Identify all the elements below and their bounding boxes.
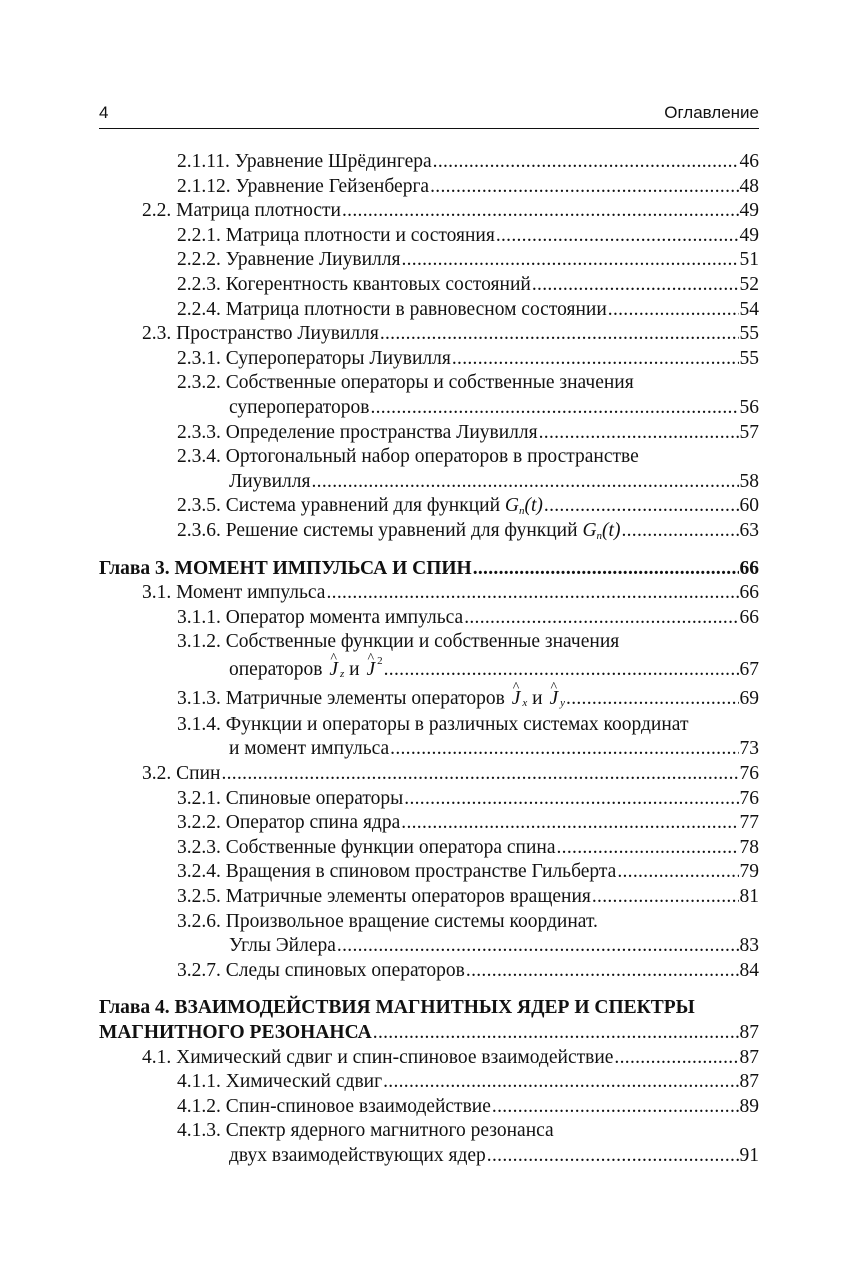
toc-entry[interactable] (99, 787, 759, 812)
toc-entry-page: 46 (739, 151, 759, 172)
toc-entry-page: 49 (739, 200, 759, 222)
toc-entry-page: 73 (739, 738, 759, 760)
dot-leader (466, 959, 739, 984)
dot-leader (430, 175, 738, 200)
operator-subscript: y (560, 696, 566, 709)
page-number: 4 (99, 103, 109, 122)
toc-entry-title: 3.2.2. Оператор спина ядра (177, 812, 401, 834)
toc-entry[interactable] (99, 606, 759, 631)
toc-entry-title: 2.3. Пространство Лиувилля (142, 323, 379, 345)
operator-symbol: ^ J (327, 655, 340, 684)
toc-entry[interactable] (99, 224, 759, 249)
toc-entry-title: двух взаимодействующих ядер (229, 1144, 486, 1166)
dot-leader (404, 787, 738, 812)
toc-entry[interactable] (99, 1070, 759, 1095)
toc-chapter[interactable] (99, 557, 759, 582)
toc-entry-title: и момент импульса (229, 738, 390, 760)
toc-entry-page: 89 (739, 1095, 759, 1117)
toc-entry-continuation[interactable] (99, 655, 759, 684)
toc-section[interactable] (99, 762, 759, 787)
toc-entry-page: 66 (739, 582, 759, 604)
toc-entry-title: 2.3.5. Система уравнений для функций (177, 495, 501, 517)
toc-entry[interactable] (99, 860, 759, 885)
toc-entry-page: 55 (739, 323, 759, 345)
toc-entry-first-line[interactable] (99, 910, 759, 935)
toc-entry-page: 52 (739, 273, 759, 295)
toc-entry-title: 3.1.1. Оператор момента импульса (177, 606, 464, 628)
toc-entry-continuation[interactable] (99, 1144, 759, 1169)
toc-entry-title: 2.2.2. Уравнение Лиувилля (177, 249, 401, 271)
toc-entry-title: 2.3.6. Решение системы уравнений для функций (177, 519, 578, 541)
dot-leader (617, 860, 738, 885)
toc-section[interactable] (99, 199, 759, 224)
dot-leader (370, 396, 738, 421)
operator-symbol: ^ J (364, 655, 377, 684)
header-rule (99, 128, 759, 129)
toc-entry-title: 2.2.4. Матрица плотности в равновесном состоянии (177, 298, 607, 320)
dot-leader (621, 519, 738, 544)
toc-entry-title: 2.2. Матрица плотности (142, 200, 341, 222)
running-head (99, 100, 759, 126)
toc-entry-title: 3.1.2. Собственные функции и собственные значения (177, 631, 620, 653)
dot-leader (452, 347, 739, 372)
toc-entry-page: 54 (739, 298, 759, 320)
toc-entry-page: 51 (739, 249, 759, 271)
dot-leader (492, 1095, 739, 1120)
dot-leader (496, 224, 739, 249)
toc-entry-page: 60 (739, 495, 759, 517)
toc-entry-page: 55 (739, 347, 759, 369)
toc-chapter-title: МАГНИТНОГО РЕЗОНАНСА (99, 1022, 372, 1043)
toc-entry-title: 3.2.1. Спиновые операторы (177, 787, 404, 809)
toc-entry-page: 81 (739, 886, 759, 908)
running-title: Оглавление (664, 103, 759, 122)
dot-leader (566, 684, 738, 713)
toc-entry-first-line[interactable] (99, 371, 759, 396)
toc-section[interactable] (99, 581, 759, 606)
toc-entry-page: 79 (739, 861, 759, 883)
toc-entry-title: 3.2.7. Следы спиновых операторов (177, 959, 465, 981)
dot-leader (326, 581, 738, 606)
dot-leader (401, 811, 738, 836)
dot-leader (384, 655, 739, 684)
operator-subscript: z (340, 667, 345, 680)
toc-entry-page: 67 (739, 658, 759, 680)
toc-entry-page: 76 (739, 787, 759, 809)
conjunction: и (349, 658, 360, 680)
toc-entry-title: 4.1. Химический сдвиг и спин-спиновое взаимодействие (142, 1046, 614, 1068)
dot-leader (614, 1046, 738, 1071)
operator-symbol: ^ J (547, 684, 560, 713)
toc-entry[interactable] (99, 885, 759, 910)
toc-entry-first-line[interactable] (99, 445, 759, 470)
function-symbol: G (504, 495, 519, 517)
toc-entry-page: 87 (739, 1046, 759, 1068)
dot-leader (544, 494, 739, 519)
toc-entry-title: 2.3.1. Супероператоры Лиувилля (177, 347, 451, 369)
toc-section[interactable] (99, 322, 759, 347)
toc-entry-page: 66 (739, 557, 759, 579)
toc-section[interactable] (99, 1046, 759, 1071)
dot-leader (342, 199, 739, 224)
dot-leader (390, 737, 738, 762)
function-argument: (t) (524, 495, 543, 517)
toc-entry[interactable] (99, 150, 759, 175)
toc-entry-continuation[interactable] (99, 396, 759, 421)
toc-entry-page: 91 (739, 1144, 759, 1166)
toc-chapter-first-line[interactable] (99, 996, 759, 1021)
toc-entry-title: 3.2.6. Произвольное вращение системы координат. (177, 910, 598, 932)
toc-entry-title: 2.2.3. Когерентность квантовых состояний (177, 273, 531, 295)
dot-leader (380, 322, 739, 347)
dot-leader (487, 1144, 739, 1169)
toc-entry-continuation[interactable] (99, 470, 759, 495)
toc-entry-first-line[interactable] (99, 713, 759, 738)
toc-entry-page: 77 (739, 812, 759, 834)
toc-entry-title: 3.1. Момент импульса (142, 582, 326, 604)
toc-entry[interactable] (99, 273, 759, 298)
function-symbol: G (582, 519, 597, 541)
toc-entry-title: 3.2. Спин (142, 763, 221, 785)
toc-entry-title: 2.3.3. Определение пространства Лиувилля (177, 421, 538, 443)
toc-entry-title: 3.1.4. Функции и операторы в различных системах координат (177, 713, 689, 735)
dot-leader (401, 248, 738, 273)
toc-entry-page: 69 (739, 687, 759, 709)
dot-leader (383, 1070, 738, 1095)
dot-leader (592, 885, 739, 910)
dot-leader (473, 557, 739, 582)
dot-leader (608, 298, 739, 323)
toc-entry-title: 3.2.4. Вращения в спиновом пространстве Гильберта (177, 861, 617, 883)
toc-entry[interactable] (99, 175, 759, 200)
toc-entry-page: 87 (739, 1071, 759, 1093)
toc-entry-title: супероператоров (229, 396, 370, 418)
dot-leader (532, 273, 739, 298)
toc-entry-title: 3.2.5. Матричные элементы операторов вращения (177, 886, 591, 908)
toc-entry-page: 87 (739, 1022, 759, 1043)
dot-leader (433, 150, 739, 175)
toc-entry-title: Лиувилля (229, 470, 311, 492)
toc-entry[interactable] (99, 811, 759, 836)
toc-entry-title: 2.3.2. Собственные операторы и собственные значения (177, 372, 634, 394)
toc-entry-title: операторов (229, 658, 323, 680)
dot-leader (557, 836, 739, 861)
dot-leader (312, 470, 739, 495)
toc-entry[interactable] (99, 836, 759, 861)
toc-entry-page: 78 (739, 836, 759, 858)
toc-entry-page: 58 (739, 470, 759, 492)
operator-superscript: 2 (377, 654, 383, 667)
operator-subscript: x (522, 696, 528, 709)
toc-entry[interactable] (99, 1095, 759, 1120)
toc-entry-title: 4.1.3. Спектр ядерного магнитного резонанса (177, 1120, 554, 1142)
function-argument: (t) (602, 519, 621, 541)
toc-entry-page: 83 (739, 935, 759, 957)
toc-entry-title: Углы Эйлера (229, 935, 336, 957)
toc-entry[interactable] (99, 421, 759, 446)
toc-entry-title: 4.1.2. Спин-спиновое взаимодействие (177, 1095, 491, 1117)
toc-chapter-continuation[interactable] (99, 1021, 759, 1046)
toc-entry-continuation[interactable] (99, 737, 759, 762)
conjunction: и (532, 687, 543, 709)
toc-chapter-title: Глава 4. ВЗАИМОДЕЙСТВИЯ МАГНИТНЫХ ЯДЕР И СПЕКТРЫ (99, 997, 695, 1019)
toc-chapter-title: Глава 3. МОМЕНТ ИМПУЛЬСА И СПИН (99, 557, 472, 579)
toc-entry-page: 76 (739, 763, 759, 785)
toc-entry-title: 2.1.11. Уравнение Шрёдингера (177, 151, 432, 172)
function-subscript: n (518, 505, 525, 518)
toc-entry[interactable] (99, 298, 759, 323)
function-subscript: n (596, 529, 603, 542)
dot-leader (373, 1021, 739, 1046)
toc-entry-page: 56 (739, 396, 759, 418)
toc-entry-page: 49 (739, 224, 759, 246)
operator-symbol: ^ J (510, 684, 523, 713)
toc-entry-continuation[interactable] (99, 934, 759, 959)
toc-entry-page: 84 (739, 959, 759, 981)
table-of-contents (99, 150, 759, 1169)
toc-entry-page: 63 (739, 519, 759, 541)
dot-leader (539, 421, 739, 446)
toc-entry-title: 4.1.1. Химический сдвиг (177, 1071, 383, 1093)
toc-entry[interactable] (99, 684, 759, 713)
toc-entry-first-line[interactable] (99, 1119, 759, 1144)
dot-leader (464, 606, 738, 631)
toc-entry[interactable] (99, 248, 759, 273)
toc-entry-title: 2.2.1. Матрица плотности и состояния (177, 224, 495, 246)
toc-entry-first-line[interactable] (99, 630, 759, 655)
toc-entry[interactable] (99, 519, 759, 544)
toc-entry-page: 57 (739, 421, 759, 443)
toc-entry[interactable] (99, 494, 759, 519)
toc-entry-title: 2.1.12. Уравнение Гейзенберга (177, 175, 430, 197)
toc-entry-page: 66 (739, 606, 759, 628)
dot-leader (221, 762, 738, 787)
toc-entry-title: 3.1.3. Матричные элементы операторов (177, 687, 505, 709)
toc-entry[interactable] (99, 959, 759, 984)
toc-entry-title: 2.3.4. Ортогональный набор операторов в пространстве (177, 446, 639, 468)
toc-entry[interactable] (99, 347, 759, 372)
toc-entry-page: 48 (739, 175, 759, 197)
toc-entry-title: 3.2.3. Собственные функции оператора спина (177, 836, 556, 858)
dot-leader (337, 934, 739, 959)
